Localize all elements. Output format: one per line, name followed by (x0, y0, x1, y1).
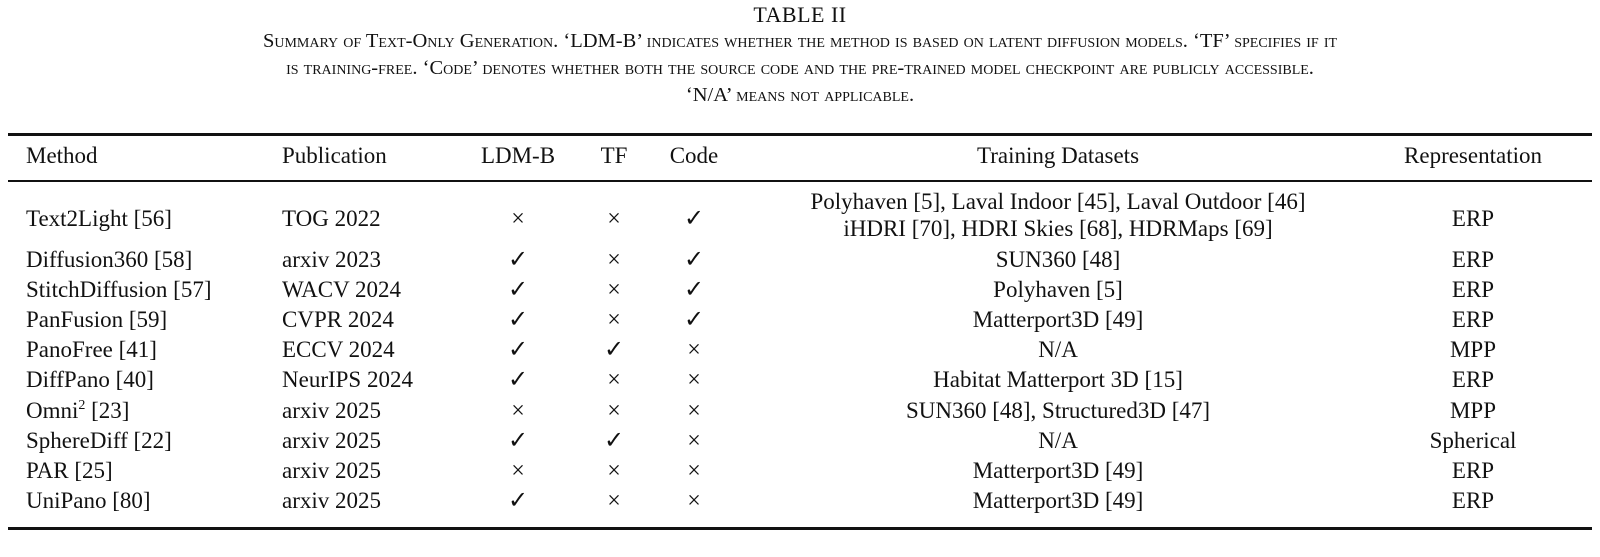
cell-datasets: N/A (1038, 428, 1078, 453)
cell-publication: arxiv 2025 (282, 488, 382, 513)
cell-publication: arxiv 2023 (282, 247, 382, 272)
cell-publication: arxiv 2025 (282, 458, 382, 483)
cell-ldmb: ✓ (507, 277, 529, 303)
cell-tf: × (607, 277, 621, 303)
cell-code: × (687, 488, 701, 514)
cell-datasets: N/A (1038, 337, 1078, 362)
cell-method: DiffPano [40] (26, 367, 154, 392)
cell-method: Text2Light [56] (26, 206, 172, 231)
cell-datasets: Polyhaven [5], Laval Indoor [45], Laval Outdoor [46] (810, 189, 1306, 214)
cell-tf: ✓ (603, 337, 625, 363)
cell-representation: ERP (1451, 458, 1495, 483)
table-caption (0, 28, 1600, 109)
caption-line: ‘N/A’ means not applicable. (685, 84, 915, 106)
table-top-rule (8, 133, 1592, 136)
cell-tf: × (607, 398, 621, 424)
cell-representation: ERP (1451, 247, 1495, 272)
cell-code: × (687, 398, 701, 424)
cell-datasets: iHDRI [70], HDRI Skies [68], HDRMaps [69] (843, 216, 1273, 241)
cell-ldmb: × (511, 458, 525, 484)
cell-tf: × (607, 488, 621, 514)
header-datasets: Training Datasets (976, 143, 1140, 168)
cell-code: ✓ (683, 206, 705, 232)
cell-code: ✓ (683, 307, 705, 333)
cell-ldmb: ✓ (507, 307, 529, 333)
cell-method: PAR [25] (26, 458, 113, 483)
cell-publication: CVPR 2024 (282, 307, 394, 332)
cell-ldmb: ✓ (507, 367, 529, 393)
cell-representation: ERP (1451, 488, 1495, 513)
method-reference: [23] (85, 398, 130, 423)
cell-datasets: Polyhaven [5] (993, 277, 1123, 302)
cell-publication: arxiv 2025 (282, 398, 382, 423)
caption-line: is training-free. ‘Code’ denotes whether both the source code and the pre-trained model checkpoint are publicly accessible. (286, 57, 1314, 79)
cell-code: × (687, 337, 701, 363)
cell-datasets: Matterport3D [49] (972, 307, 1144, 332)
cell-ldmb: ✓ (507, 337, 529, 363)
cell-tf: ✓ (603, 428, 625, 454)
cell-method: UniPano [80] (26, 488, 151, 513)
table-bottom-rule (8, 527, 1592, 530)
header-representation: Representation (1404, 143, 1542, 168)
header-tf: TF (600, 143, 628, 168)
cell-publication: WACV 2024 (282, 277, 402, 302)
cell-method: SphereDiff [22] (26, 428, 172, 453)
header-method: Method (26, 143, 98, 168)
cell-datasets: Matterport3D [49] (972, 458, 1144, 483)
table-header-rule (8, 180, 1592, 182)
cell-publication: ECCV 2024 (282, 337, 395, 362)
header-publication: Publication (282, 143, 387, 168)
cell-code: × (687, 458, 701, 484)
cell-datasets: SUN360 [48] (995, 247, 1121, 272)
header-ldmb: LDM-B (480, 143, 556, 168)
cell-code: × (687, 428, 701, 454)
cell-representation: ERP (1451, 307, 1495, 332)
method-superscript: 2 (78, 398, 86, 413)
cell-method: PanoFree [41] (26, 337, 157, 362)
caption-line: Summary of Text-Only Generation. ‘LDM-B’ indicates whether the method is based on latent diffusion models. ‘TF’ specifies if it (262, 30, 1338, 52)
cell-method: PanFusion [59] (26, 307, 168, 332)
cell-code: ✓ (683, 277, 705, 303)
cell-tf: × (607, 458, 621, 484)
cell-publication: TOG 2022 (282, 206, 381, 231)
method-name: Omni (26, 398, 79, 423)
cell-ldmb: × (511, 206, 525, 232)
cell-representation: Spherical (1429, 428, 1517, 453)
cell-publication: NeurIPS 2024 (282, 367, 413, 392)
cell-tf: × (607, 206, 621, 232)
cell-publication: arxiv 2025 (282, 428, 382, 453)
cell-representation: MPP (1449, 398, 1497, 423)
cell-representation: MPP (1449, 337, 1497, 362)
cell-representation: ERP (1451, 277, 1495, 302)
cell-datasets: SUN360 [48], Structured3D [47] (905, 398, 1211, 423)
cell-representation: ERP (1451, 206, 1495, 231)
cell-method (26, 398, 129, 428)
cell-code: × (687, 367, 701, 393)
header-code: Code (669, 143, 719, 168)
cell-code: ✓ (683, 247, 705, 273)
cell-tf: × (607, 247, 621, 273)
cell-tf: × (607, 367, 621, 393)
cell-datasets: Habitat Matterport 3D [15] (933, 367, 1183, 392)
cell-ldmb: ✓ (507, 488, 529, 514)
cell-method: Diffusion360 [58] (26, 247, 193, 272)
table-label: TABLE II (753, 2, 847, 27)
cell-ldmb: × (511, 398, 525, 424)
cell-tf: × (607, 307, 621, 333)
cell-ldmb: ✓ (507, 247, 529, 273)
cell-ldmb: ✓ (507, 428, 529, 454)
cell-datasets: Matterport3D [49] (972, 488, 1144, 513)
cell-representation: ERP (1451, 367, 1495, 392)
cell-method: StitchDiffusion [57] (26, 277, 212, 302)
